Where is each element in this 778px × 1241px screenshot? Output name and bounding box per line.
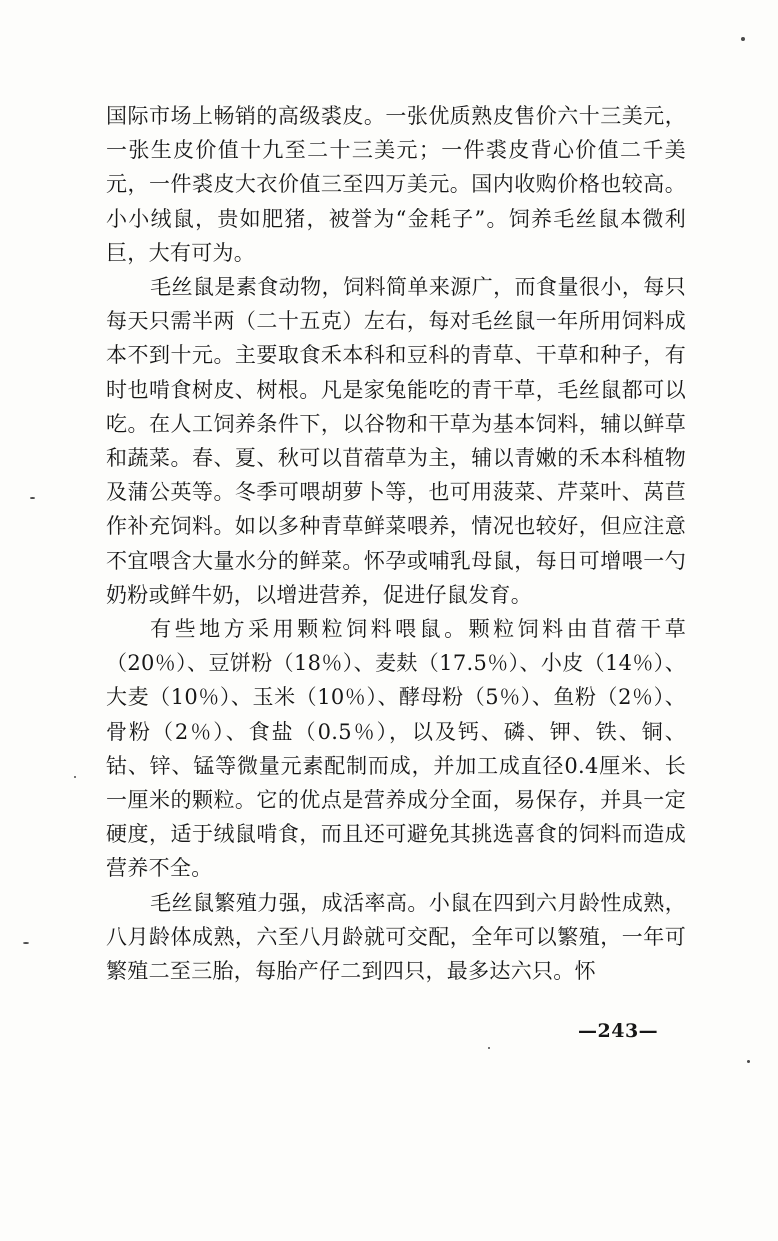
scan-speck <box>74 776 76 778</box>
paragraph-4: 毛丝鼠繁殖力强，成活率高。小鼠在四到六月龄性成熟，八月龄体成熟，六至八月龄就可交配，全年可以繁殖，一年可繁殖二至三胎，每胎产仔二到四只，最多达六只。怀 <box>106 890 686 984</box>
scan-speck <box>23 942 29 944</box>
paragraph-3: 有些地方采用颗粒饲料喂鼠。颗粒饲料由苜蓿干草（20％）、豆饼粉（18％）、麦麸（17.5％）、小皮（14％）、大麦（10％）、玉米（10％）、酵母粉（5％）、鱼粉（2％）、骨粉（2％）、食盐（0.5％），以及钙、磷、钾、铁、铜、钴、锌、锰等微量元素配制而成，并加工成直径0.4厘米、长一厘米的颗粒。它的优点是营养成分全面，易保存，并具一定硬度，适于绒鼠啃食，而且还可避免其挑选喜食的饲料而造成营养不全。 <box>106 617 686 881</box>
paragraph-2: 毛丝鼠是素食动物，饲料简单来源广，而食量很小，每只每天只需半两（二十五克）左右，每对毛丝鼠一年所用饲料成本不到十元。主要取食禾本科和豆科的青草、干草和种子，有时也啃食树皮、树根。凡是家兔能吃的青干草，毛丝鼠都可以吃。在人工饲养条件下，以谷物和干草为基本饲料，辅以鲜草和蔬菜。春、夏、秋可以苜蓿草为主，辅以青嫩的禾本科植物及蒲公英等。冬季可喂胡萝卜等，也可用菠菜、芹菜叶、莴苣作补充饲料。如以多种青草鲜菜喂养，情况也较好，但应注意不宜喂含大量水分的鲜菜。怀孕或哺乳母鼠，每日可增喂一勺奶粉或鲜牛奶，以增进营养，促进仔鼠发育。 <box>106 275 686 607</box>
scan-speck <box>741 37 745 41</box>
scan-speck <box>30 497 35 499</box>
body-text <box>106 99 686 988</box>
scan-speck <box>488 1047 490 1049</box>
page-number: —243— <box>578 1020 659 1042</box>
paragraph-1: 国际市场上畅销的高级裘皮。一张优质熟皮售价六十三美元，一张生皮价值十九至二十三美元；一件裘皮背心价值二千美元，一件裘皮大衣价值三至四万美元。国内收购价格也较高。小小绒鼠，贵如肥猪，被誉为“金耗子”。饲养毛丝鼠本微利巨，大有可为。 <box>106 104 686 265</box>
scan-speck <box>747 1060 750 1063</box>
